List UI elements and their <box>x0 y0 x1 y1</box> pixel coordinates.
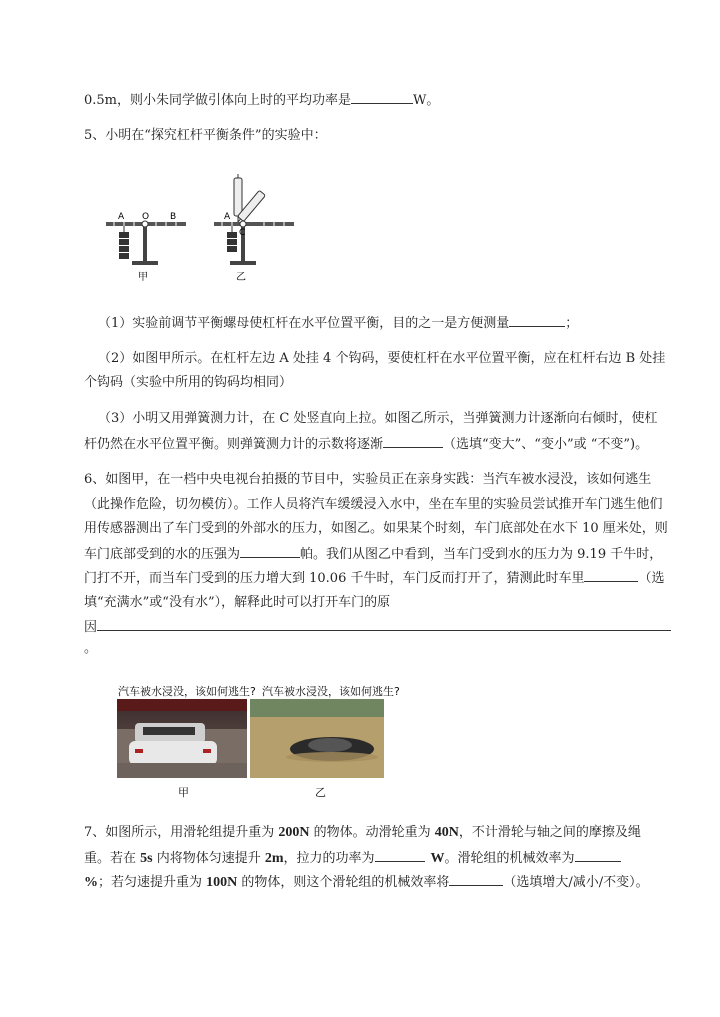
stand-base-jia <box>132 261 158 265</box>
q7-change-blank[interactable] <box>449 873 503 886</box>
q5-part2-line1: （2）如图甲所示。在杠杆左边 A 处挂 4 个钩码，要使杠杆在水平位置平衡，应在杠杆右边 B 处挂 <box>98 351 666 366</box>
q6-line2: （此操作危险，切勿模仿）。工作人员将汽车缓缓浸入水中，坐在车里的实验员尝试推开车门逃生他们 <box>84 497 663 512</box>
q7-efficiency-blank[interactable] <box>575 849 621 862</box>
label-a: A <box>118 212 125 222</box>
photo-caption-yi: 乙 <box>315 786 326 799</box>
q7-power-blank[interactable] <box>375 849 425 862</box>
caption-jia: 甲 <box>138 272 148 283</box>
q7-line2: 重。若在 5s 内将物体匀速提升 2m，拉力的功率为 W。滑轮组的机械效率为 <box>84 849 621 868</box>
q7-line3: %；若匀速提升重为 100N 的物体，则这个滑轮组的机械效率将 （选填增大/减小/不变）。 <box>84 875 649 890</box>
q6-reason-blank[interactable] <box>97 618 671 631</box>
photo-jia <box>117 699 247 778</box>
q6-water-blank[interactable] <box>584 569 638 582</box>
label-a-yi: A <box>224 212 231 222</box>
photo-title-left: 汽车被水浸没，该如何逃生? <box>118 685 256 698</box>
label-o: O <box>142 212 150 222</box>
weight-1 <box>119 232 129 238</box>
q6-line3: 用传感器测出了车门受到的外部水的压力，如图乙。如果某个时刻，车门底部处在水下 10 厘米处，则 <box>84 521 668 536</box>
q5-part3-line2: 杆仍然在水平位置平衡。则弹簧测力计的示数将逐渐 （选填“变大”、“变小”或 “不变”)。 <box>84 437 649 452</box>
q6-line7: 因 <box>84 618 672 637</box>
q6-line5: 门打不开，而当车门受到的压力增大到 10.06 千牛时，车门反而打开了，猜测此时车里 （选 <box>84 571 665 586</box>
q5-title: 5、小明在“探究杠杆平衡条件”的实验中： <box>84 128 327 143</box>
q4-tail-text: 0.5m，则小朱同学做引体向上时的平均功率是 <box>84 93 352 108</box>
spring-scale-vertical <box>234 178 242 216</box>
weight-2 <box>119 239 129 245</box>
q6-line1: 6、如图甲，在一档中央电视台拍摄的节目中，实验员正在亲身实践：当汽车被水浸没，该如何逃生 <box>84 472 652 487</box>
pivot-yi <box>240 221 246 227</box>
q5-part3-blank[interactable] <box>383 435 443 448</box>
q6-line8: 。 <box>84 641 98 656</box>
lever-diagram-yi <box>214 174 294 283</box>
q6-line6: 填“充满水”或“没有水”），解释此时可以打开车门的原 <box>84 595 391 610</box>
q5-part3-line1: （3）小明又用弹簧测力计，在 C 处竖直向上拉。如图乙所示，当弹簧测力计逐渐向右倾时，使杠 <box>98 411 658 426</box>
photo-yi <box>250 699 384 778</box>
lever-figure <box>98 172 298 287</box>
q6-pressure-blank[interactable] <box>240 545 300 558</box>
q5-part1: （1）实验前调节平衡螺母使杠杆在水平位置平衡，目的之一是方便测量 ； <box>98 316 579 331</box>
q5-part2-line2: 个钩码（实验中所用的钩码均相同） <box>84 375 293 390</box>
lever-diagram-jia <box>106 212 186 283</box>
q5-part1-blank[interactable] <box>509 314 565 327</box>
weight-4 <box>119 253 129 259</box>
photo-caption-jia: 甲 <box>178 786 189 799</box>
q4-tail-line <box>84 91 439 110</box>
weight-3 <box>119 246 129 252</box>
q7-line1: 7、如图所示，用滑轮组提升重为 200N 的物体。动滑轮重为 40N，不计滑轮与轴之间的摩擦及绳 <box>84 825 641 840</box>
label-b: B <box>170 212 177 222</box>
q6-line4: 车门底部受到的水的压强为 帕。我们从图乙中看到，当车门受到水的压力为 9.19 千牛时， <box>84 547 663 562</box>
stand-post-jia <box>143 227 147 261</box>
caption-yi: 乙 <box>236 272 246 283</box>
photo-title-right: 汽车被水浸没，该如何逃生? <box>262 685 400 698</box>
q4-tail-unit: W。 <box>413 93 440 108</box>
stand-base-yi <box>230 261 256 265</box>
label-c: C <box>239 228 246 238</box>
q4-power-blank[interactable] <box>351 91 413 104</box>
lever-bar-yi <box>214 222 294 226</box>
